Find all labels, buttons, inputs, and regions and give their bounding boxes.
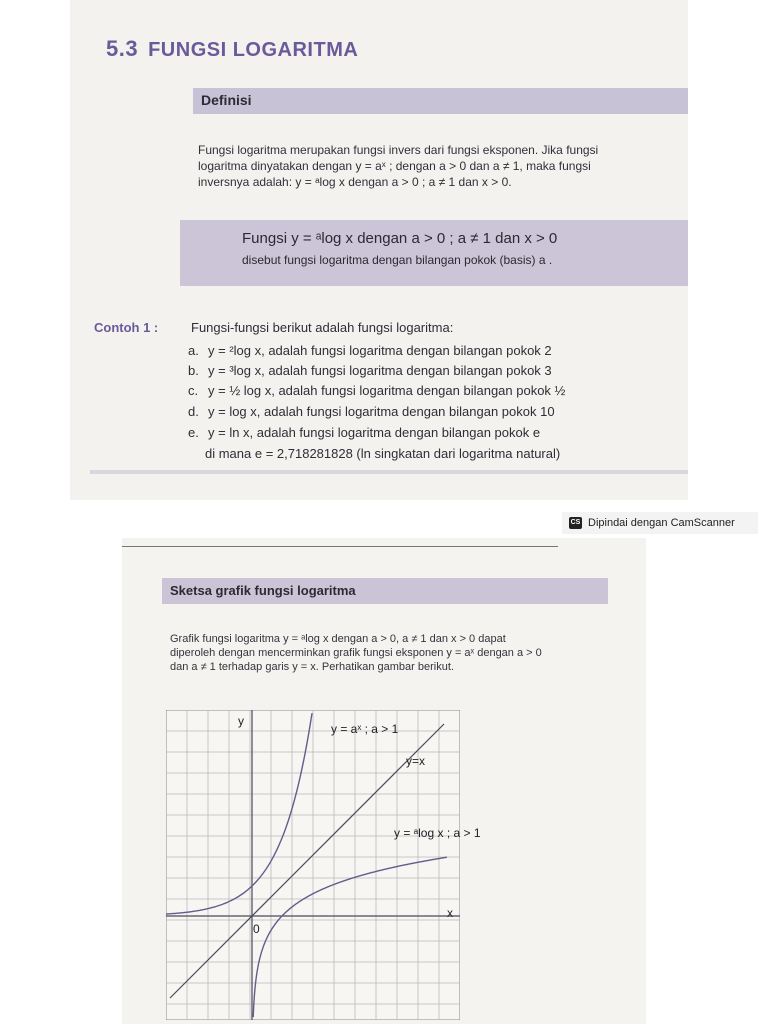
example-text: y = ln x, adalah fungsi logaritma dengan bilangan pokok e [208,425,541,440]
example-text: y = log x, adalah fungsi logaritma dengan bilangan pokok 10 [208,404,555,419]
definition-heading: Definisi [201,92,252,108]
definition-box-formula: Fungsi y = ᵃlog x dengan a > 0 ; a ≠ 1 dan x > 0 [242,230,558,247]
example-text: y = ³log x, adalah fungsi logaritma dengan bilangan pokok 3 [208,363,552,378]
scanner-badge [562,512,758,534]
example-text: y = ²log x, adalah fungsi logaritma dengan bilangan pokok 2 [208,343,552,358]
example-item [188,425,540,440]
log-curve-label: y = ᵃlog x ; a > 1 [394,826,481,840]
scanner-badge-text: Dipindai dengan CamScanner [588,517,735,529]
page-divider [90,470,688,474]
definition-line: Fungsi logaritma merupakan fungsi invers dari fungsi eksponen. Jika fungsi [198,143,599,157]
example-item [188,383,565,398]
definition-box-caption: disebut fungsi logaritma dengan bilangan pokok (basis) a . [242,253,553,267]
origin-label: 0 [253,922,260,936]
definition-line: logaritma dinyatakan dengan y = aˣ ; dengan a > 0 dan a ≠ 1, maka fungsi [198,159,591,173]
example-letter: d. [188,404,199,419]
definition-line: inversnya adalah: y = ᵃlog x dengan a > 0 ; a ≠ 1 dan x > 0. [198,175,512,189]
example-item [188,363,552,378]
y-axis-label: y [238,714,244,728]
example-letter: e. [188,425,199,440]
exp-curve-label: y = aˣ ; a > 1 [331,722,399,736]
textbook-page-bottom [122,538,646,1024]
sketch-line: diperoleh dengan mencerminkan grafik fungsi eksponen y = aˣ dengan a > 0 [170,647,542,659]
example-item [188,343,552,358]
sketch-line: Grafik fungsi logaritma y = ᵃlog x dengan a > 0, a ≠ 1 dan x > 0 dapat [170,633,506,645]
sketch-line: dan a ≠ 1 terhadap garis y = x. Perhatikan gambar berikut. [170,661,454,673]
log-exp-graph [166,710,481,1020]
example-letter: c. [188,383,199,398]
sketch-text [170,632,618,674]
section-title-text: FUNGSI LOGARITMA [148,39,359,61]
identity-line-label: y=x [406,754,426,768]
section-title [106,36,358,62]
example-letter: a. [188,343,199,358]
example-label: Contoh 1 : [94,320,159,335]
example-text: y = ½ log x, adalah fungsi logaritma dengan bilangan pokok ½ [208,383,566,398]
section-number: 5.3 [106,36,139,61]
sketch-heading-bar [162,578,608,604]
sketch-heading: Sketsa grafik fungsi logaritma [170,583,356,598]
example-intro: Fungsi-fungsi berikut adalah fungsi logaritma: [191,320,454,335]
definition-box [180,220,688,286]
x-axis-label: x [447,906,453,920]
definition-text [198,142,680,190]
definition-heading-bar [193,88,688,114]
example-letter: b. [188,363,199,378]
page-top-rule [122,546,558,547]
camscanner-logo-icon: CS [569,517,582,529]
textbook-page-top [70,0,688,500]
example-item [188,404,555,419]
example-note: di mana e = 2,718281828 (ln singkatan dari logaritma natural) [205,446,561,461]
